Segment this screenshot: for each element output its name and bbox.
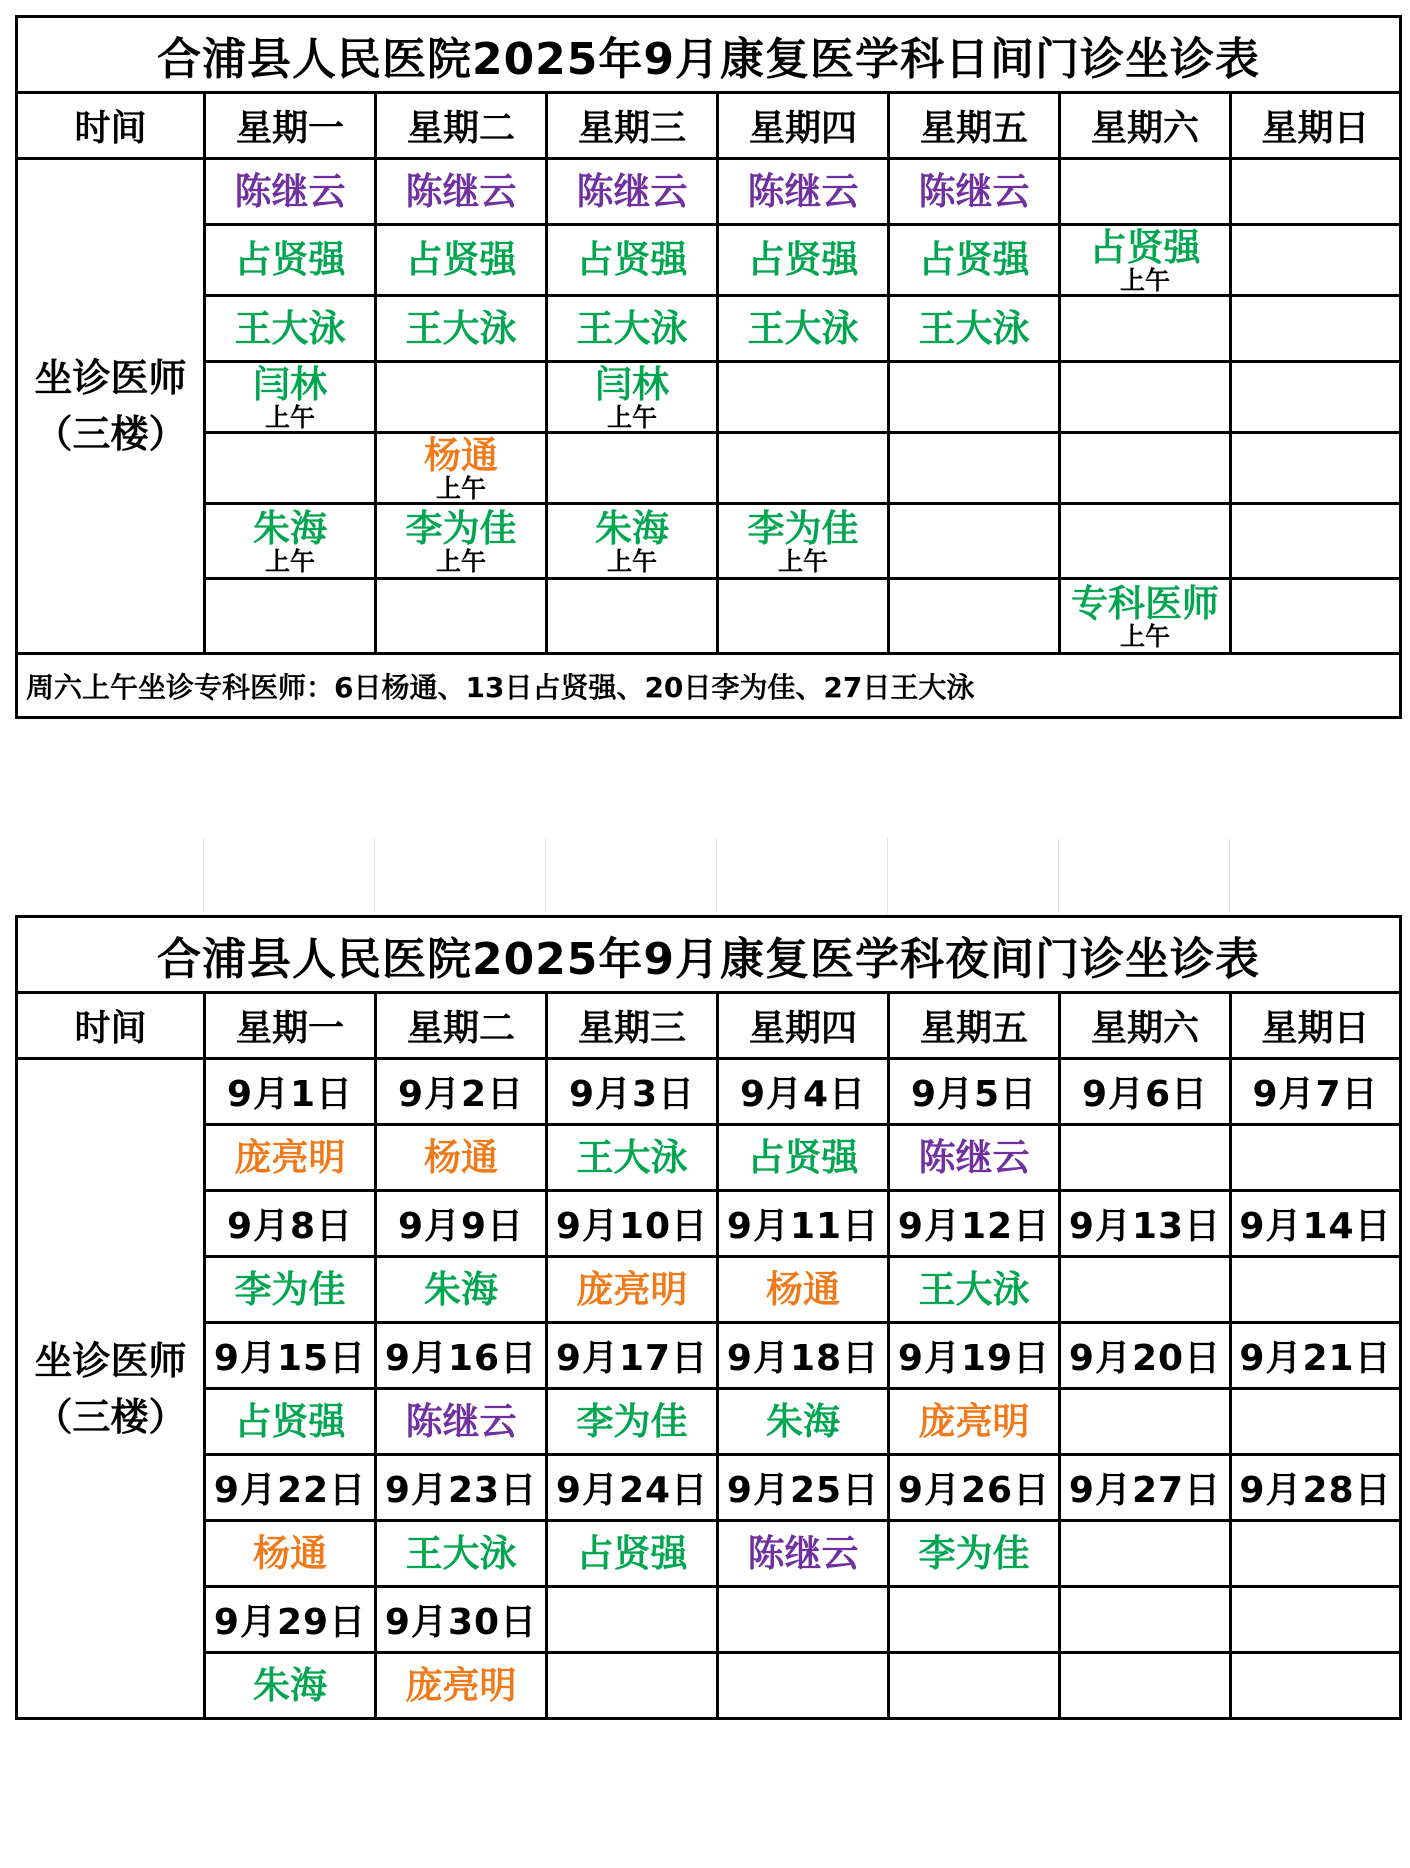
day-header-cell: 星期二 <box>376 93 547 159</box>
doctor-name: 占贤强 <box>747 1135 859 1179</box>
doctor-name: 李为佳 <box>918 1531 1030 1575</box>
day-doctor-cell <box>376 579 547 654</box>
night-clinic-table <box>15 915 1402 1720</box>
session-label: 上午 <box>606 403 657 432</box>
date-cell: 9月8日 <box>205 1191 376 1257</box>
day-doctor-cell <box>1060 579 1231 654</box>
night-doctor-cell <box>1231 1125 1401 1191</box>
doctor-name: 李为佳 <box>234 1267 346 1311</box>
night-date-row <box>17 1059 1401 1125</box>
doctor-name: 占贤强 <box>918 238 1030 281</box>
day-doctor-cell <box>376 433 547 504</box>
doctor-name: 李为佳 <box>405 507 517 550</box>
day-note-row <box>17 654 1401 718</box>
night-doctor-cell <box>718 1521 889 1587</box>
night-header-cell: 星期日 <box>1231 993 1401 1059</box>
day-doctor-cell <box>547 225 718 296</box>
night-doctor-cell <box>718 1653 889 1719</box>
night-date-row <box>17 1455 1401 1521</box>
session-label: 上午 <box>435 547 486 576</box>
night-doctor-cell <box>376 1653 547 1719</box>
date-cell <box>547 1587 718 1653</box>
night-doctor-cell <box>547 1389 718 1455</box>
day-doctor-cell <box>1231 159 1401 225</box>
night-doctor-cell <box>1231 1257 1401 1323</box>
day-doctor-cell <box>547 433 718 504</box>
day-doctor-cell <box>547 579 718 654</box>
night-doctor-cell <box>1231 1653 1401 1719</box>
doctor-name: 李为佳 <box>747 507 859 550</box>
date-cell: 9月25日 <box>718 1455 889 1521</box>
doctor-name: 杨通 <box>766 1267 840 1311</box>
doctor-name: 闫林 <box>253 363 327 406</box>
date-cell: 9月3日 <box>547 1059 718 1125</box>
day-doctor-cell <box>205 225 376 296</box>
night-side-label-line: （三楼） <box>34 1394 187 1439</box>
day-doctor-cell <box>376 159 547 225</box>
session-label: 上午 <box>606 547 657 576</box>
night-doctor-cell <box>376 1521 547 1587</box>
night-doctor-cell <box>1231 1389 1401 1455</box>
night-doctor-cell <box>1060 1257 1231 1323</box>
doctor-name: 庞亮明 <box>405 1663 517 1707</box>
night-doctor-cell <box>718 1257 889 1323</box>
night-doctor-cell <box>1060 1125 1231 1191</box>
date-cell: 9月10日 <box>547 1191 718 1257</box>
date-cell: 9月1日 <box>205 1059 376 1125</box>
day-clinic-table <box>15 15 1402 719</box>
day-schedule-row <box>17 296 1401 362</box>
night-side-label-line: 坐诊医师 <box>34 1338 187 1383</box>
day-doctor-cell <box>1060 504 1231 579</box>
doctor-name: 庞亮明 <box>234 1135 346 1179</box>
day-doctor-cell <box>547 296 718 362</box>
date-cell: 9月19日 <box>889 1323 1060 1389</box>
night-header-cell: 星期四 <box>718 993 889 1059</box>
date-cell: 9月2日 <box>376 1059 547 1125</box>
day-header-cell: 星期五 <box>889 93 1060 159</box>
doctor-name: 王大泳 <box>918 306 1030 350</box>
doctor-name: 王大泳 <box>234 306 346 350</box>
doctor-name: 占贤强 <box>576 1531 688 1575</box>
night-header-cell: 星期五 <box>889 993 1060 1059</box>
date-cell: 9月7日 <box>1231 1059 1401 1125</box>
day-header-cell: 星期日 <box>1231 93 1401 159</box>
doctor-name: 王大泳 <box>405 306 517 350</box>
session-label: 上午 <box>264 403 315 432</box>
night-header-cell: 星期三 <box>547 993 718 1059</box>
doctor-name: 朱海 <box>424 1267 498 1311</box>
date-cell: 9月24日 <box>547 1455 718 1521</box>
day-doctor-cell <box>1060 225 1231 296</box>
day-side-label-line: 坐诊医师 <box>34 356 187 400</box>
day-doctor-cell <box>889 504 1060 579</box>
date-cell <box>889 1587 1060 1653</box>
date-cell: 9月18日 <box>718 1323 889 1389</box>
day-title-row <box>17 17 1401 93</box>
night-doctor-cell <box>376 1257 547 1323</box>
date-cell: 9月20日 <box>1060 1323 1231 1389</box>
date-cell: 9月28日 <box>1231 1455 1401 1521</box>
night-doctor-cell <box>205 1389 376 1455</box>
night-doctor-row <box>17 1125 1401 1191</box>
night-doctor-row <box>17 1653 1401 1719</box>
day-doctor-cell <box>1231 504 1401 579</box>
day-doctor-cell <box>1060 296 1231 362</box>
day-doctor-cell <box>205 296 376 362</box>
doctor-name: 杨通 <box>424 1135 498 1179</box>
doctor-name: 陈继云 <box>405 1399 517 1443</box>
day-doctor-cell <box>1231 433 1401 504</box>
date-cell: 9月22日 <box>205 1455 376 1521</box>
day-doctor-cell <box>1060 433 1231 504</box>
doctor-name: 陈继云 <box>918 1135 1030 1179</box>
night-date-row <box>17 1587 1401 1653</box>
day-schedule-row <box>17 159 1401 225</box>
day-doctor-cell <box>547 362 718 433</box>
day-doctor-cell <box>718 504 889 579</box>
day-schedule-row <box>17 579 1401 654</box>
session-label: 上午 <box>1119 266 1170 295</box>
day-doctor-cell <box>889 296 1060 362</box>
day-doctor-cell <box>889 433 1060 504</box>
day-doctor-cell <box>1231 362 1401 433</box>
day-schedule-row <box>17 504 1401 579</box>
day-schedule-row <box>17 433 1401 504</box>
date-cell: 9月30日 <box>376 1587 547 1653</box>
sheet-gap <box>15 838 1395 915</box>
date-cell: 9月29日 <box>205 1587 376 1653</box>
session-label: 上午 <box>435 474 486 503</box>
day-doctor-cell <box>205 579 376 654</box>
date-cell: 9月21日 <box>1231 1323 1401 1389</box>
doctor-name: 占贤强 <box>234 1399 346 1443</box>
doctor-name: 占贤强 <box>234 238 346 281</box>
doctor-name: 陈继云 <box>576 169 688 213</box>
day-doctor-cell <box>718 296 889 362</box>
doctor-name: 朱海 <box>253 1663 327 1707</box>
doctor-name: 占贤强 <box>1089 226 1201 269</box>
night-header-row <box>17 993 1401 1059</box>
doctor-name: 专科医师 <box>1071 582 1219 625</box>
doctor-name: 陈继云 <box>405 169 517 213</box>
night-doctor-row <box>17 1389 1401 1455</box>
doctor-name: 陈继云 <box>747 169 859 213</box>
date-cell: 9月11日 <box>718 1191 889 1257</box>
night-doctor-cell <box>718 1125 889 1191</box>
night-doctor-cell <box>1060 1389 1231 1455</box>
night-doctor-cell <box>718 1389 889 1455</box>
day-doctor-cell <box>547 504 718 579</box>
day-doctor-cell <box>205 433 376 504</box>
date-cell <box>1060 1587 1231 1653</box>
night-doctor-cell <box>1060 1653 1231 1719</box>
doctor-name: 朱海 <box>253 507 327 550</box>
night-doctor-cell <box>205 1653 376 1719</box>
night-doctor-cell <box>547 1653 718 1719</box>
day-header-cell: 星期一 <box>205 93 376 159</box>
doctor-name: 闫林 <box>595 363 669 406</box>
day-header-cell: 星期六 <box>1060 93 1231 159</box>
night-doctor-cell <box>547 1257 718 1323</box>
date-cell: 9月6日 <box>1060 1059 1231 1125</box>
day-doctor-cell <box>1060 362 1231 433</box>
day-side-label <box>17 159 205 654</box>
doctor-name: 占贤强 <box>747 238 859 281</box>
night-doctor-cell <box>376 1389 547 1455</box>
day-header-cell: 星期四 <box>718 93 889 159</box>
day-schedule-row <box>17 225 1401 296</box>
night-date-row <box>17 1323 1401 1389</box>
day-header-cell: 星期三 <box>547 93 718 159</box>
day-header-row <box>17 93 1401 159</box>
date-cell: 9月9日 <box>376 1191 547 1257</box>
night-doctor-cell <box>889 1521 1060 1587</box>
day-doctor-cell <box>889 159 1060 225</box>
night-header-cell: 时间 <box>17 993 205 1059</box>
day-doctor-cell <box>376 296 547 362</box>
day-doctor-cell <box>1231 296 1401 362</box>
night-side-label <box>17 1059 205 1719</box>
date-cell: 9月15日 <box>205 1323 376 1389</box>
date-cell: 9月12日 <box>889 1191 1060 1257</box>
session-label: 上午 <box>1119 622 1170 651</box>
night-header-cell: 星期一 <box>205 993 376 1059</box>
night-doctor-cell <box>205 1521 376 1587</box>
day-doctor-cell <box>205 362 376 433</box>
doctor-name: 朱海 <box>595 507 669 550</box>
night-header-cell: 星期二 <box>376 993 547 1059</box>
doctor-name: 李为佳 <box>576 1399 688 1443</box>
day-doctor-cell <box>376 504 547 579</box>
day-doctor-cell <box>205 504 376 579</box>
day-schedule-row <box>17 362 1401 433</box>
doctor-name: 庞亮明 <box>576 1267 688 1311</box>
night-title-row <box>17 917 1401 993</box>
doctor-name: 朱海 <box>766 1399 840 1443</box>
doctor-name: 占贤强 <box>576 238 688 281</box>
night-doctor-cell <box>376 1125 547 1191</box>
day-doctor-cell <box>718 433 889 504</box>
night-doctor-cell <box>889 1389 1060 1455</box>
night-doctor-cell <box>547 1521 718 1587</box>
doctor-name: 王大泳 <box>405 1531 517 1575</box>
date-cell: 9月16日 <box>376 1323 547 1389</box>
day-doctor-cell <box>718 159 889 225</box>
day-title: 合浦县人民医院2025年9月康复医学科日间门诊坐诊表 <box>17 17 1401 93</box>
day-note: 周六上午坐诊专科医师：6日杨通、13日占贤强、20日李为佳、27日王大泳 <box>17 654 1401 718</box>
day-doctor-cell <box>1231 579 1401 654</box>
doctor-name: 王大泳 <box>918 1267 1030 1311</box>
doctor-name: 王大泳 <box>576 306 688 350</box>
night-doctor-cell <box>889 1653 1060 1719</box>
night-doctor-row <box>17 1257 1401 1323</box>
doctor-name: 占贤强 <box>405 238 517 281</box>
night-doctor-cell <box>889 1125 1060 1191</box>
doctor-name: 庞亮明 <box>918 1399 1030 1443</box>
date-cell: 9月26日 <box>889 1455 1060 1521</box>
night-title: 合浦县人民医院2025年9月康复医学科夜间门诊坐诊表 <box>17 917 1401 993</box>
date-cell: 9月23日 <box>376 1455 547 1521</box>
date-cell: 9月4日 <box>718 1059 889 1125</box>
doctor-name: 王大泳 <box>747 306 859 350</box>
day-doctor-cell <box>376 362 547 433</box>
date-cell <box>718 1587 889 1653</box>
date-cell: 9月27日 <box>1060 1455 1231 1521</box>
date-cell: 9月5日 <box>889 1059 1060 1125</box>
session-label: 上午 <box>777 547 828 576</box>
day-doctor-cell <box>889 362 1060 433</box>
night-doctor-row <box>17 1521 1401 1587</box>
date-cell <box>1231 1587 1401 1653</box>
night-doctor-cell <box>1231 1521 1401 1587</box>
day-doctor-cell <box>718 225 889 296</box>
doctor-name: 陈继云 <box>918 169 1030 213</box>
day-doctor-cell <box>376 225 547 296</box>
night-doctor-cell <box>889 1257 1060 1323</box>
day-side-label-line: （三楼） <box>34 412 187 456</box>
day-doctor-cell <box>1060 159 1231 225</box>
night-doctor-cell <box>547 1125 718 1191</box>
date-cell: 9月17日 <box>547 1323 718 1389</box>
night-doctor-cell <box>205 1125 376 1191</box>
night-doctor-cell <box>205 1257 376 1323</box>
day-doctor-cell <box>1231 225 1401 296</box>
doctor-name: 杨通 <box>253 1531 327 1575</box>
date-cell: 9月14日 <box>1231 1191 1401 1257</box>
day-doctor-cell <box>718 579 889 654</box>
day-header-cell: 时间 <box>17 93 205 159</box>
day-doctor-cell <box>889 579 1060 654</box>
day-doctor-cell <box>205 159 376 225</box>
doctor-name: 杨通 <box>424 434 498 477</box>
night-header-cell: 星期六 <box>1060 993 1231 1059</box>
date-cell: 9月13日 <box>1060 1191 1231 1257</box>
session-label: 上午 <box>264 547 315 576</box>
day-doctor-cell <box>547 159 718 225</box>
night-doctor-cell <box>1060 1521 1231 1587</box>
doctor-name: 王大泳 <box>576 1135 688 1179</box>
day-doctor-cell <box>718 362 889 433</box>
day-doctor-cell <box>889 225 1060 296</box>
night-date-row <box>17 1191 1401 1257</box>
doctor-name: 陈继云 <box>747 1531 859 1575</box>
doctor-name: 陈继云 <box>234 169 346 213</box>
